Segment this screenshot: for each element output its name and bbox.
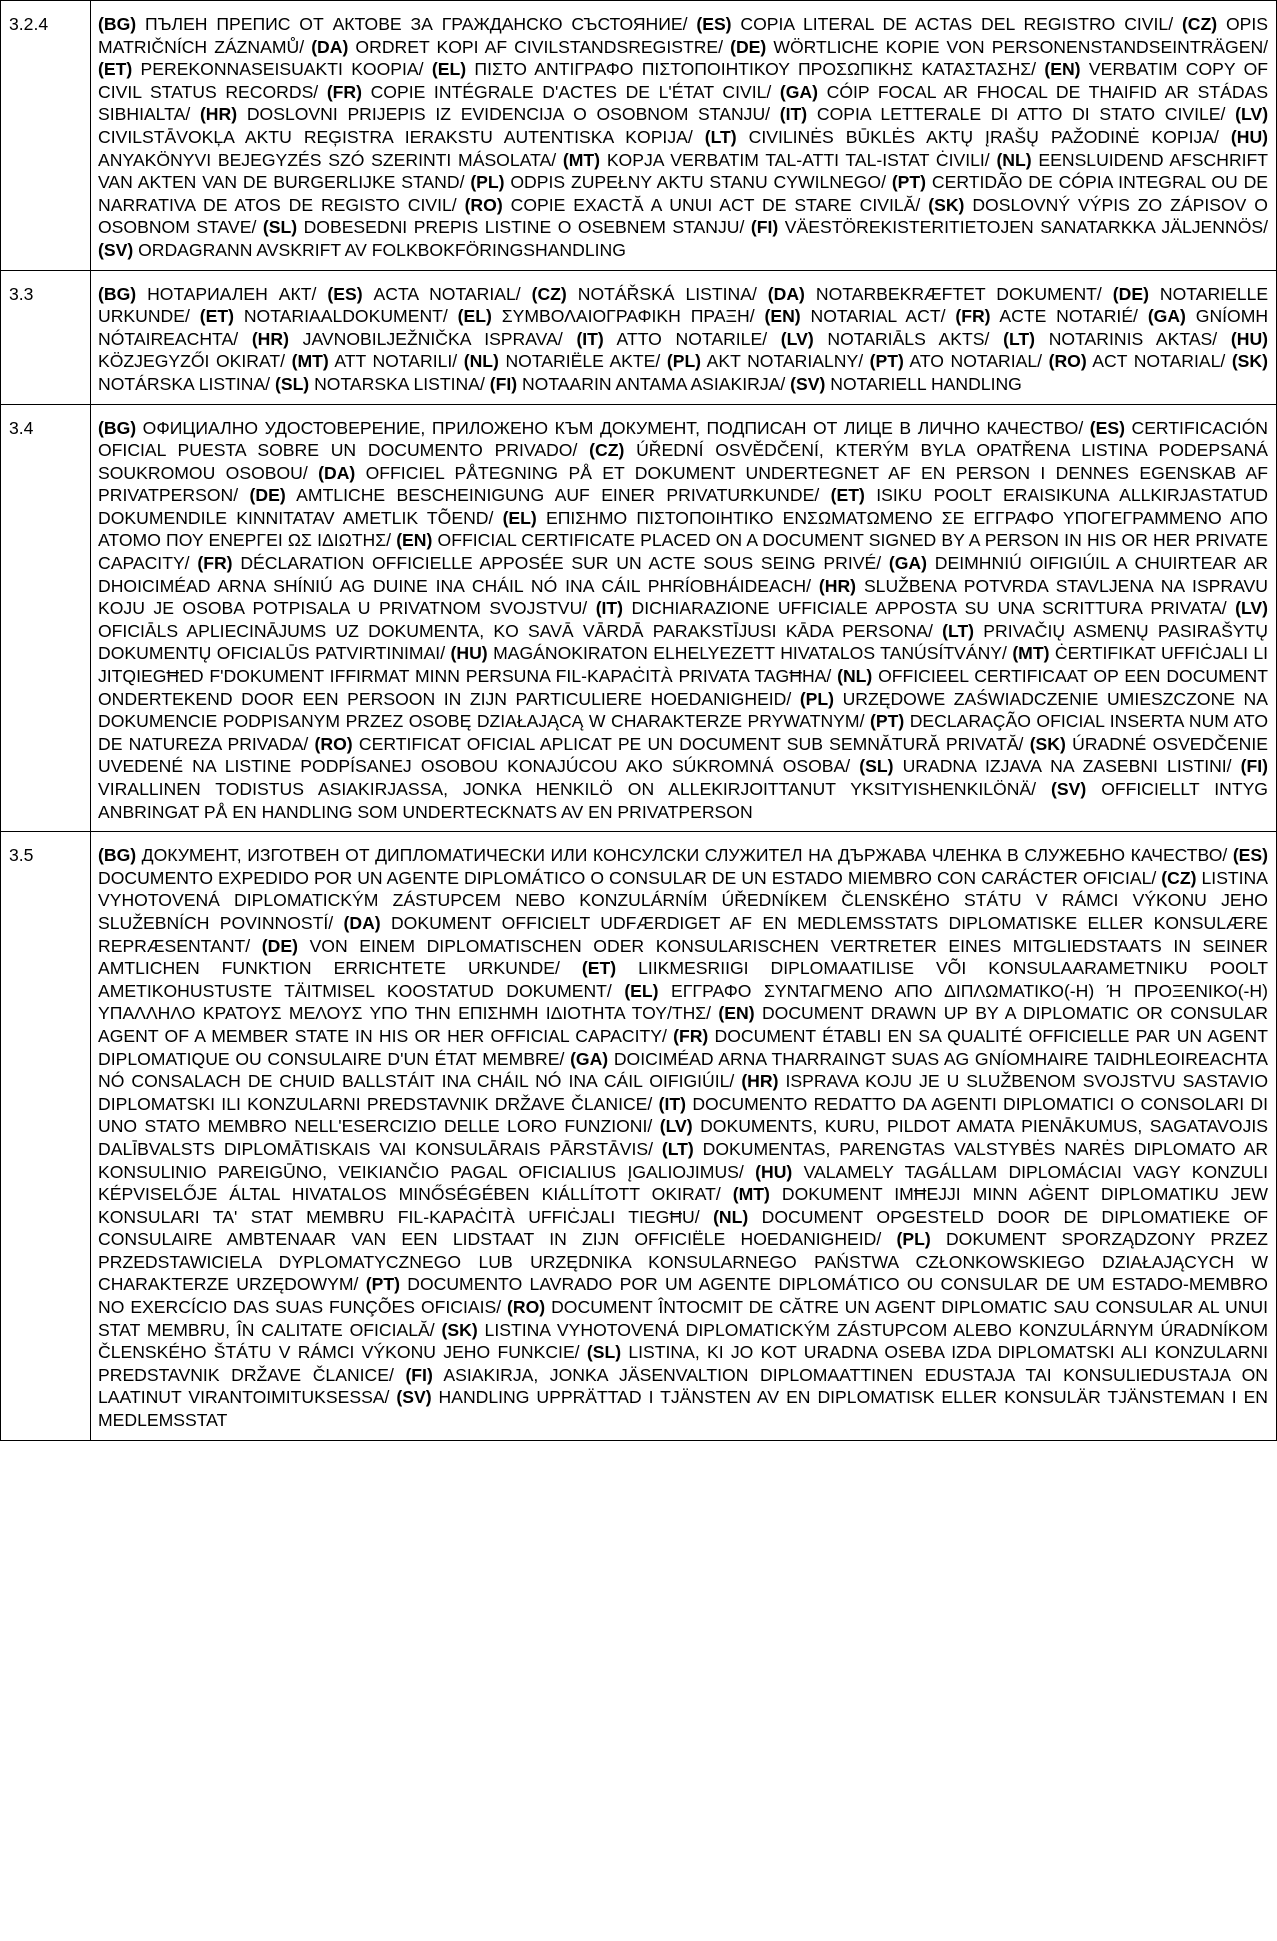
translation-text: CERTIFICACIÓN OFICIAL PUESTA SOBRE UN DOCUMENTO PRIVADO/ [98, 417, 1269, 461]
language-code: (LV) [1235, 104, 1269, 125]
translation-entry [250, 485, 820, 505]
translation-text: ATO NOTARIAL/ [909, 351, 1043, 372]
table-row [1, 832, 1277, 1440]
translation-text: ДОКУМЕНТ, ИЗГОТВЕН ОТ ДИПЛОМАТИЧЕСКИ ИЛИ КОНСУЛСКИ СЛУЖИТЕЛ НА ДЪРЖАВА ЧЛЕНКА В СЛУЖЕБНО КАЧЕСТВО/ [141, 845, 1228, 866]
translation-entry [470, 172, 886, 192]
language-code: (LV) [780, 328, 814, 349]
translation-text: ÚŘEDNÍ OSVĚDČENÍ, KTERÝM BYLA OPATŘENA LISTINA PODEPSANÁ SOUKROMOU OSOBOU/ [98, 440, 1269, 483]
translation-entry [465, 195, 921, 215]
language-code: (SV) [790, 373, 826, 394]
language-code: (GA) [1147, 306, 1186, 327]
language-code: (ET) [199, 306, 234, 327]
language-code: (FI) [1240, 756, 1269, 777]
translation-entry [705, 127, 1219, 147]
translation-text: DOCUMENT ÉTABLI EN SA QUALITÉ OFFICIELLE PAR UN AGENT DIPLOMATIQUE OU CONSULAIRE D'UN ÉTAT MEMBRE/ [98, 1025, 1268, 1069]
language-code: (ES) [1089, 417, 1125, 438]
translation-entry [563, 150, 990, 170]
translation-entry [464, 351, 661, 371]
translation-text: COPIA LETTERALE DI ATTO DI STATO CIVILE/ [816, 104, 1226, 125]
translation-entry [263, 217, 745, 237]
translation-entry [98, 418, 1083, 438]
language-code: (HR) [251, 328, 289, 349]
language-code: (BG) [98, 14, 137, 34]
translation-text: OFFICIEL PÅTEGNING PÅ ET DOKUMENT UNDERTEGNET AF EN PERSON I DENNES EGENSKAB AF PRIVATPERSON/ [98, 462, 1268, 506]
translation-text: NOTARINIS AKTAS/ [1048, 328, 1218, 349]
translation-text: PRIVAČIŲ ASMENŲ PASIRAŠYTŲ DOKUMENTŲ OFICIALŪS PATVIRTINIMAI/ [98, 620, 1268, 664]
translation-text: HANDLING UPPRÄTTAD I TJÄNSTEN AV EN DIPLOMATISK ELLER KONSULÄR TJÄNSTEMAN I EN MEDLEMSSTAT [98, 1387, 1269, 1431]
translation-text: NOTÁŘSKÁ LISTINA/ [577, 283, 757, 304]
translation-entry [327, 284, 520, 304]
language-code: (PL) [799, 688, 835, 709]
language-code: (DA) [318, 462, 356, 483]
translation-text: CIVILINĖS BŪKLĖS AKTŲ ĮRAŠŲ PAŽODINĖ KOPIJA/ [748, 126, 1219, 147]
translation-text: ACTA NOTARIAL/ [373, 283, 521, 304]
translation-text: ISIKU POOLT ERAISIKUNA ALLKIRJASTATUD DOKUMENDILE KINNITATAV AMETLIK TÕEND/ [98, 485, 1269, 528]
translation-text: ΠΙΣΤΟ ΑΝΤΙΓΡΑΦΟ ΠΙΣΤΟΠΟΙΗΤΙΚΟΥ ΠΡΟΣΩΠΙΚΗΣ ΚΑΤΑΣΤΑΣΗΣ/ [474, 59, 1037, 80]
language-code: (HU) [450, 643, 488, 664]
language-code: (PL) [666, 351, 702, 372]
translation-text: CERTIFICAT OFICIAL APLICAT PE UN DOCUMENT SUB SEMNĂTURĂ PRIVATĂ/ [358, 733, 1024, 754]
language-code: (EN) [718, 1003, 755, 1024]
translation-text: AMTLICHE BESCHEINIGUNG AUF EINER PRIVATURKUNDE/ [296, 485, 820, 506]
translation-text: DOCUMENT OPGESTELD DOOR DE DIPLOMATIEKE OF CONSULAIRE AMBTENAAR VAN EEN LIDSTAAT IN ZIJN OFFICIËLE HOEDANIGHEID/ [98, 1206, 1268, 1250]
translation-text: OFFICIAL CERTIFICATE PLACED ON A DOCUMENT SIGNED BY A PERSON IN HIS OR HER PRIVATE CAPACITY/ [98, 530, 1269, 574]
translation-text: DOCUMENTO LAVRADO POR UM AGENTE DIPLOMÁTICO OU CONSULAR DE UM ESTADO-MEMBRO NO EXERCÍCIO DAS SUAS FUNÇÕES OFICIAIS/ [98, 1274, 1268, 1318]
translation-text: CERTIDÃO DE CÓPIA INTEGRAL OU DE NARRATIVA DE ATOS DE REGISTO CIVIL/ [98, 172, 1269, 215]
translation-text: DOICIMÉAD ARNA THARRAINGT SUAS AG GNÍOMHAIRE TAIDHLEOIREACHTA NÓ CONSALACH DE CHUID BALLSTÁIT INA CHÁIL NÓ INA CÁIL OIFIGIÚIL/ [98, 1048, 1268, 1092]
translation-text: NOTÁRSKA LISTINA/ [98, 373, 271, 394]
language-code: (FI) [750, 217, 779, 238]
translation-text: DOKUMENTAS, PARENGTAS VALSTYBĖS NARĖS DIPLOMATO AR KONSULINIO PAREIGŪNO, VEIKIANČIO PAGAL OFICIALIUS ĮGALIOJIMUS/ [98, 1138, 1269, 1182]
language-code: (IT) [658, 1093, 686, 1114]
language-code: (SL) [274, 373, 310, 394]
translation-text: NOTARSKA LISTINA/ [314, 373, 485, 394]
translation-text: KÖZJEGYZŐI OKIRAT/ [98, 351, 286, 372]
translation-text: OPIS MATRIČNÍCH ZÁZNAMŮ/ [98, 14, 1268, 57]
language-code: (CZ) [1181, 14, 1218, 34]
language-code: (ES) [1232, 845, 1269, 866]
language-code: (BG) [98, 845, 137, 866]
translation-text: DOSLOVNÝ VÝPIS ZO ZÁPISOV O OSOBNOM STAVE/ [98, 194, 1268, 238]
language-code: (CZ) [589, 440, 625, 461]
language-code: (DA) [343, 912, 381, 933]
language-code: (PT) [869, 711, 905, 732]
document-table-body [1, 1, 1277, 1441]
language-code: (PT) [365, 1274, 400, 1295]
translation-text: ORDAGRANN AVSKRIFT AV FOLKBOKFÖRINGSHANDLING [138, 239, 626, 260]
translation-text: NOTARIELLE URKUNDE/ [98, 283, 1269, 327]
translation-text: ISPRAVA KOJU JE U SLUŽBENOM SVOJSTVU SASTAVIO DIPLOMATSKI ILI KONZULARNI PREDSTAVNIK DRŽAVE ČLANICE/ [98, 1071, 1269, 1114]
translation-text: VERBATIM COPY OF CIVIL STATUS RECORDS/ [98, 59, 1269, 102]
language-code: (EL) [431, 59, 467, 80]
translation-entry [596, 598, 1227, 618]
translation-entry [98, 240, 626, 260]
section-number: 3.2.4 [1, 1, 91, 271]
translation-text: ΣΥΜΒΟΛΑΙΟΓΡΑΦΙΚΗ ΠΡΑΞΗ/ [501, 306, 755, 327]
language-code: (RO) [464, 194, 503, 215]
translation-text: ASIAKIRJA, JONKA JÄSENVALTION DIPLOMAATTINEN EDUSTAJA TAI KONSULIEDUSTAJA ON LAATINUT VIRANTOIMITUKSESSA/ [98, 1364, 1268, 1408]
translation-entry [98, 59, 424, 79]
translation-text: VON EINEM DIPLOMATISCHEN ODER KONSULARISCHEN VERTRETER EINES MITGLIEDSTAATS IN SEINER AMTLICHEN FUNKTION ERRICHTETE URKUNDE/ [98, 935, 1269, 979]
language-code: (ET) [98, 59, 133, 80]
translation-entry [197, 553, 881, 573]
language-code: (FR) [326, 81, 362, 102]
translation-text: DICHIARAZIONE UFFICIALE APPOSTA SU UNA SCRITTURA PRIVATA/ [631, 598, 1227, 619]
language-code: (SV) [1051, 779, 1087, 799]
translation-text: JAVNOBILJEŽNIČKA ISPRAVA/ [302, 328, 563, 349]
language-code: (SV) [98, 239, 134, 260]
translation-text: GNÍOMH NÓTAIREACHTA/ [98, 306, 1269, 349]
language-code: (DA) [311, 36, 349, 57]
language-code: (GA) [779, 81, 818, 102]
translation-text: ПЪЛЕН ПРЕПИС ОТ АКТОВЕ ЗА ГРАЖДАНСКО СЪСТОЯНИЕ/ [144, 14, 688, 34]
translation-text: NOTAARIN ANTAMA ASIAKIRJA/ [521, 373, 786, 394]
translation-text: ORDRET KOPI AF CIVILSTANDSREGISTRE/ [355, 36, 724, 57]
translation-text: COPIA LITERAL DE ACTAS DEL REGISTRO CIVIL/ [740, 14, 1174, 34]
translation-entry [98, 284, 316, 304]
section-number: 3.3 [1, 270, 91, 404]
translation-text: LISTINA VYHOTOVENÁ DIPLOMATICKÝM ZÁSTUPCEM NEBO KONZULÁRNÍM ÚŘEDNÍKEM ČLENSKÉHO STÁTU V RÁMCI VÝKONU JEHO SLUŽEBNÍCH POVINNOSTÍ/ [98, 867, 1268, 933]
translation-entry [576, 329, 767, 349]
translation-text: DOCUMENT DRAWN UP BY A DIPLOMATIC OR CONSULAR AGENT OF A MEMBER STATE IN HIS OR HER OFFICIAL CAPACITY/ [98, 1003, 1268, 1046]
translation-text: SLUŽBENA POTVRDA STAVLJENA NA ISPRAVU KOJU JE OSOBA POTPISALA U PRIVATNOM SVOJSTVU/ [98, 575, 1268, 619]
translation-entry [768, 284, 1102, 304]
table-row [1, 404, 1277, 832]
language-code: (PT) [869, 351, 904, 372]
translation-entry [315, 734, 1024, 754]
translation-text: COPIE EXACTĂ A UNUI ACT DE STARE CIVILĂ/ [510, 194, 921, 215]
translation-entry [200, 306, 448, 326]
translation-text: LIIKMESRIIGI DIPLOMAATILISE VÕI KONSULAARAMETNIKU POOLT AMETIKOHUSTUSTE TÄITMISEL KOOSTATUD DOKUMENT/ [98, 958, 1269, 1001]
translation-text: ATT NOTARILI/ [334, 351, 458, 372]
language-code: (EN) [764, 306, 801, 327]
translation-text: DOBESEDNI PREPIS LISTINE O OSEBNEM STANJU/ [303, 217, 745, 238]
translation-text: VIRALLINEN TODISTUS ASIAKIRJASSA, JONKA HENKILÖ ON ALLEKIRJOITTANUT YKSITYISHENKILÖNÄ/ [98, 779, 1037, 799]
language-code: (NL) [463, 351, 499, 372]
translation-text: AKT NOTARIALNY/ [706, 351, 864, 372]
language-code: (EN) [396, 530, 433, 551]
translation-text: DOKUMENTS, KURU, PILDOT AMATA PIENĀKUMUS, SAGATAVOJIS DALĪBVALSTS DIPLOMĀTISKAIS VAI KONSULĀRAIS PĀRSTĀVIS/ [98, 1116, 1269, 1159]
translation-list [91, 1, 1277, 271]
language-code: (RO) [314, 733, 353, 754]
translation-text: NOTARIAALDOKUMENT/ [243, 306, 448, 327]
language-code: (SL) [586, 1342, 622, 1363]
translation-entry [870, 351, 1042, 371]
translation-text: DOCUMENTO EXPEDIDO POR UN AGENTE DIPLOMÁTICO O CONSULAR DE UN ESTADO MIEMBRO CON CARÁCTER OFICIAL/ [98, 867, 1157, 888]
language-code: (ET) [581, 958, 617, 979]
language-code: (ES) [696, 14, 732, 34]
language-code: (NL) [996, 149, 1032, 170]
translation-text: OFICIĀLS APLIECINĀJUMS UZ DOKUMENTA, KO SAVĀ VĀRDĀ PARAKSTĪJUSI KĀDA PERSONA/ [98, 620, 933, 641]
translation-text: DEIMHNIÚ OIFIGIÚIL A CHUIRTEAR AR DHOICIMÉAD ARNA SHÍNIÚ AG DUINE INA CHÁIL NÓ INA CÁIL PHRÍOBHÁIDEACH/ [98, 553, 1269, 596]
language-code: (ET) [830, 485, 865, 506]
translation-text: KOPJA VERBATIM TAL-ATTI TAL-ISTAT ĊIVILI/ [606, 149, 990, 170]
language-code: (BG) [98, 417, 137, 438]
translation-text: VALAMELY TAGÁLLAM DIPLOMÁCIAI VAGY KONZULI KÉPVISELŐJE ÁLTAL HIVATALOS MINŐSÉGÉBEN KIÁLLÍTOTT OKIRAT/ [98, 1161, 1269, 1205]
language-code: (DA) [767, 283, 805, 304]
language-code: (FR) [197, 553, 233, 574]
language-code: (EL) [502, 507, 537, 528]
translation-entry [275, 374, 485, 394]
translation-text: DÉCLARATION OFFICIELLE APPOSÉE SUR UN ACTE SOUS SEING PRIVÉ/ [240, 553, 882, 574]
language-code: (DE) [261, 935, 298, 956]
translation-text: ACT NOTARIAL/ [1092, 351, 1226, 372]
translation-entry [730, 37, 1268, 57]
translation-entry [955, 306, 1138, 326]
translation-text: NOTARIELL HANDLING [830, 373, 1022, 394]
translation-text: ODPIS ZUPEŁNY AKTU STANU CYWILNEGO/ [510, 172, 886, 193]
language-code: (NL) [837, 666, 873, 687]
translation-text: URADNA IZJAVA NA ZASEBNI LISTINI/ [902, 756, 1232, 777]
translation-list [91, 404, 1277, 832]
translation-text: DOSLOVNI PRIJEPIS IZ EVIDENCIJA O OSOBNOM STANJU/ [246, 104, 771, 125]
language-code: (BG) [98, 283, 137, 304]
section-number: 3.4 [1, 404, 91, 832]
language-code: (RO) [1048, 351, 1087, 372]
translation-entry [458, 306, 755, 326]
language-code: (LT) [942, 620, 975, 641]
translation-text: WÖRTLICHE KOPIE VON PERSONENSTANDSEINTRÄGEN/ [773, 36, 1269, 57]
translation-text: LISTINA VYHOTOVENÁ DIPLOMATICKÝM ZÁSTUPCOM ALEBO KONZULÁRNYM ÚRADNÍKOM ČLENSKÉHO ŠTÁTU V RÁMCI VÝKONU JEHO FUNKCIE/ [98, 1319, 1269, 1363]
translation-entry [696, 14, 1173, 34]
translation-text: PEREKONNASEISUAKTI KOOPIA/ [140, 59, 424, 80]
language-code: (LT) [1003, 328, 1035, 349]
translation-text: OFFICIELLT INTYG ANBRINGAT PÅ EN HANDLING SOM UNDERTECKNATS AV EN PRIVATPERSON [98, 779, 1268, 822]
language-code: (LV) [1235, 598, 1268, 619]
language-code: (IT) [779, 104, 808, 125]
language-code: (DE) [730, 36, 767, 57]
translation-entry [432, 59, 1036, 79]
language-code: (IT) [576, 328, 604, 349]
translation-text: ΕΠΙΣΗΜΟ ΠΙΣΤΟΠΟΙΗΤΙΚΟ ΕΝΣΩΜΑΤΩΜΕΝΟ ΣΕ ΕΓΓΡΑΦΟ ΥΠΟΓΕΓΡΑΜΜΕΝΟ ΑΠΟ ΑΤΟΜΟ ΠΟΥ ΕΝΕΡΓΕΙ ΩΣ ΙΔΙΩΤΗΣ/ [98, 507, 1268, 551]
translation-entry [751, 217, 1268, 237]
translation-text: ATTO NOTARILE/ [616, 328, 768, 349]
translation-text: НОТАРИАЛЕН АКТ/ [147, 283, 317, 304]
translation-text: NOTARIĀLS AKTS/ [827, 328, 990, 349]
translation-entry [532, 284, 757, 304]
language-code: (HU) [1230, 126, 1269, 147]
language-code: (CZ) [531, 283, 567, 304]
language-code: (GA) [570, 1048, 609, 1069]
translation-entry [200, 104, 770, 124]
translation-entry [780, 104, 1226, 124]
translation-entry [311, 37, 723, 57]
translation-text: OFFICIEEL CERTIFICAAT OP EEN DOCUMENT ONDERTEKEND DOOR EEN PERSOON IN ZIJN PARTICULIERE HOEDANIGHEID/ [98, 666, 1268, 709]
language-code: (LV) [659, 1116, 693, 1137]
language-code: (PL) [896, 1229, 931, 1250]
language-code: (CZ) [1161, 867, 1197, 888]
translation-text: VÄESTÖREKISTERITIETOJEN SANATARKKA JÄLJENNÖS/ [784, 217, 1269, 238]
translation-text: ĊERTIFIKAT UFFIĊJALI LI JITQIEGĦED F'DOKUMENT IFFIRMAT MINN PERSUNA FIL-KAPAĊITÀ PRIVATA TAGĦHA/ [98, 643, 1269, 687]
translation-text: NOTARIAL ACT/ [810, 306, 946, 327]
translation-list [91, 832, 1277, 1440]
translation-entry [764, 306, 945, 326]
language-code: (SL) [859, 756, 894, 777]
translation-text: DOCUMENT ÎNTOCMIT DE CĂTRE UN AGENT DIPLOMATIC SAU CONSULAR AL UNUI STAT MEMBRU, ÎN CALITATE OFICIALĂ/ [98, 1297, 1268, 1340]
translation-text: DOKUMENT SPORZĄDZONY PRZEZ PRZEDSTAWICIELA DYPLOMATYCZNEGO LUB URZĘDNIKA KONSULARNEGO PAŃSTWA CZŁONKOWSKIEGO DZIAŁAJĄCYCH W CHARAKTERZE URZĘDOWYM/ [98, 1229, 1269, 1295]
translation-text: CÓIP FOCAL AR FHOCAL DE THAIFID AR STÁDAS SIBHIALTA/ [98, 81, 1269, 125]
language-code: (FI) [489, 373, 518, 394]
translation-entry [667, 351, 863, 371]
translation-entry [98, 845, 1227, 865]
translation-text: ОФИЦИАЛНО УДОСТОВЕРЕНИЕ, ПРИЛОЖЕНО КЪМ ДОКУМЕНТ, ПОДПИСАН ОТ ЛИЦЕ В ЛИЧНО КАЧЕСТВО/ [142, 417, 1084, 438]
translation-entry [292, 351, 458, 371]
language-code: (HU) [1230, 328, 1269, 349]
language-code: (SL) [262, 217, 298, 238]
language-code: (MT) [562, 149, 601, 170]
translation-text: CIVILSTĀVOKĻA AKTU REĢISTRA IERAKSTU AUTENTISKA KOPIJA/ [98, 126, 693, 147]
language-code: (EN) [1044, 59, 1081, 80]
language-code: (HU) [755, 1161, 793, 1182]
language-code: (IT) [595, 598, 624, 619]
language-code: (HR) [818, 575, 857, 596]
language-code: (FR) [955, 306, 991, 327]
language-code: (MT) [732, 1184, 770, 1205]
translation-entry [1003, 329, 1217, 349]
translation-text: NOTARBEKRÆFTET DOKUMENT/ [815, 283, 1102, 304]
language-code: (ES) [327, 283, 363, 304]
translation-text: DECLARAÇÃO OFICIAL INSERTA NUM ATO DE NATUREZA PRIVADA/ [98, 711, 1269, 754]
language-code: (MT) [291, 351, 329, 372]
translation-text: COPIE INTÉGRALE D'ACTES DE L'ÉTAT CIVIL/ [370, 81, 772, 102]
language-code: (PL) [470, 172, 505, 193]
translation-entry [781, 329, 990, 349]
translation-text: URZĘDOWE ZAŚWIADCZENIE UMIESZCZONE NA DOKUMENCIE PODPISANYM PRZEZ OSOBĘ DZIAŁAJĄCĄ W CHARAKTERZE PRYWATNYM/ [98, 688, 1268, 732]
language-code: (LT) [661, 1138, 694, 1159]
language-code: (EL) [457, 306, 492, 327]
language-code: (SK) [441, 1319, 478, 1340]
language-code: (HR) [199, 104, 238, 125]
translation-text: EENSLUIDEND AFSCHRIFT VAN AKTEN VAN DE BURGERLIJKE STAND/ [98, 149, 1269, 193]
language-code: (NL) [713, 1206, 749, 1227]
translation-text: DOKUMENT IMĦEJJI MINN AĠENT DIPLOMATIKU JEW KONSULARI TA' STAT MEMBRU FIL-KAPAĊITÀ UFFIĊJALI TIEGĦU/ [98, 1184, 1269, 1227]
language-code: (DE) [249, 485, 286, 506]
language-code: (PT) [891, 172, 927, 193]
language-code: (FR) [673, 1025, 709, 1046]
language-code: (DE) [1112, 283, 1149, 304]
translation-text: LISTINA, KI JO KOT URADNA OSEBA IZDA DIPLOMATSKI ALI KONZULARNI PREDSTAVNIK DRŽAVE ČLANICE/ [98, 1342, 1268, 1385]
language-code: (GA) [888, 553, 927, 574]
language-code: (RO) [507, 1297, 546, 1318]
translation-text: DOCUMENTO REDATTO DA AGENTI DIPLOMATICI O CONSOLARI DI UNO STATO MEMBRO NELL'ESERCIZIO DELLE LORO FUNZIONI/ [98, 1093, 1269, 1137]
translation-entry [490, 374, 786, 394]
language-code: (SK) [928, 194, 965, 215]
translation-text: MAGÁNOKIRATON ELHELYEZETT HIVATALOS TANÚSÍTVÁNY/ [493, 643, 1007, 664]
translation-text: ACTE NOTARIÉ/ [999, 306, 1138, 327]
language-code: (EL) [624, 980, 659, 1001]
table-row [1, 1, 1277, 271]
language-code: (FI) [405, 1364, 433, 1385]
translation-text: DOKUMENT OFFICIELT UDFÆRDIGET AF EN MEDLEMSSTATS DIPLOMATISKE ELLER KONSULÆRE REPRÆSENTANT/ [98, 912, 1269, 956]
translation-entry [451, 643, 1007, 663]
translation-text: NOTARIËLE AKTE/ [505, 351, 661, 372]
section-number: 3.5 [1, 832, 91, 1440]
language-code: (SK) [1029, 733, 1066, 754]
translation-entry [790, 374, 1022, 394]
language-code: (MT) [1012, 643, 1050, 664]
translation-entry [859, 756, 1231, 776]
translation-entry [1049, 351, 1226, 371]
language-code: (SV) [396, 1387, 432, 1408]
language-code: (LT) [704, 126, 737, 147]
translation-entry [327, 82, 771, 102]
language-code: (HR) [741, 1071, 779, 1092]
language-code: (SK) [1231, 351, 1268, 372]
translation-list [91, 270, 1277, 404]
translation-entry [98, 14, 688, 34]
translation-entry [252, 329, 563, 349]
table-row [1, 270, 1277, 404]
translation-text: ÚRADNÉ OSVEDČENIE UVEDENÉ NA LISTINE PODPÍSANEJ OSOBOU KONAJÚCOU AKO SÚKROMNÁ OSOBA/ [98, 733, 1269, 777]
translation-text: ANYAKÖNYVI BEJEGYZÉS SZÓ SZERINTI MÁSOLATA/ [98, 149, 557, 170]
translation-text: ΕΓΓΡΑΦΟ ΣΥΝΤΑΓΜΕΝΟ ΑΠΟ ΔΙΠΛΩΜΑΤΙΚΟ(-Η) Ή ΠΡΟΞΕΝΙΚΟ(-Η) ΥΠΑΛΛΗΛΟ ΚΡΑΤΟΥΣ ΜΕΛΟΥΣ ΥΠΟ ΤΗΝ ΕΠΙΣΗΜΗ ΙΔΙΟΤΗΤΑ ΤΟΥ/ΤΗΣ/ [98, 980, 1268, 1024]
